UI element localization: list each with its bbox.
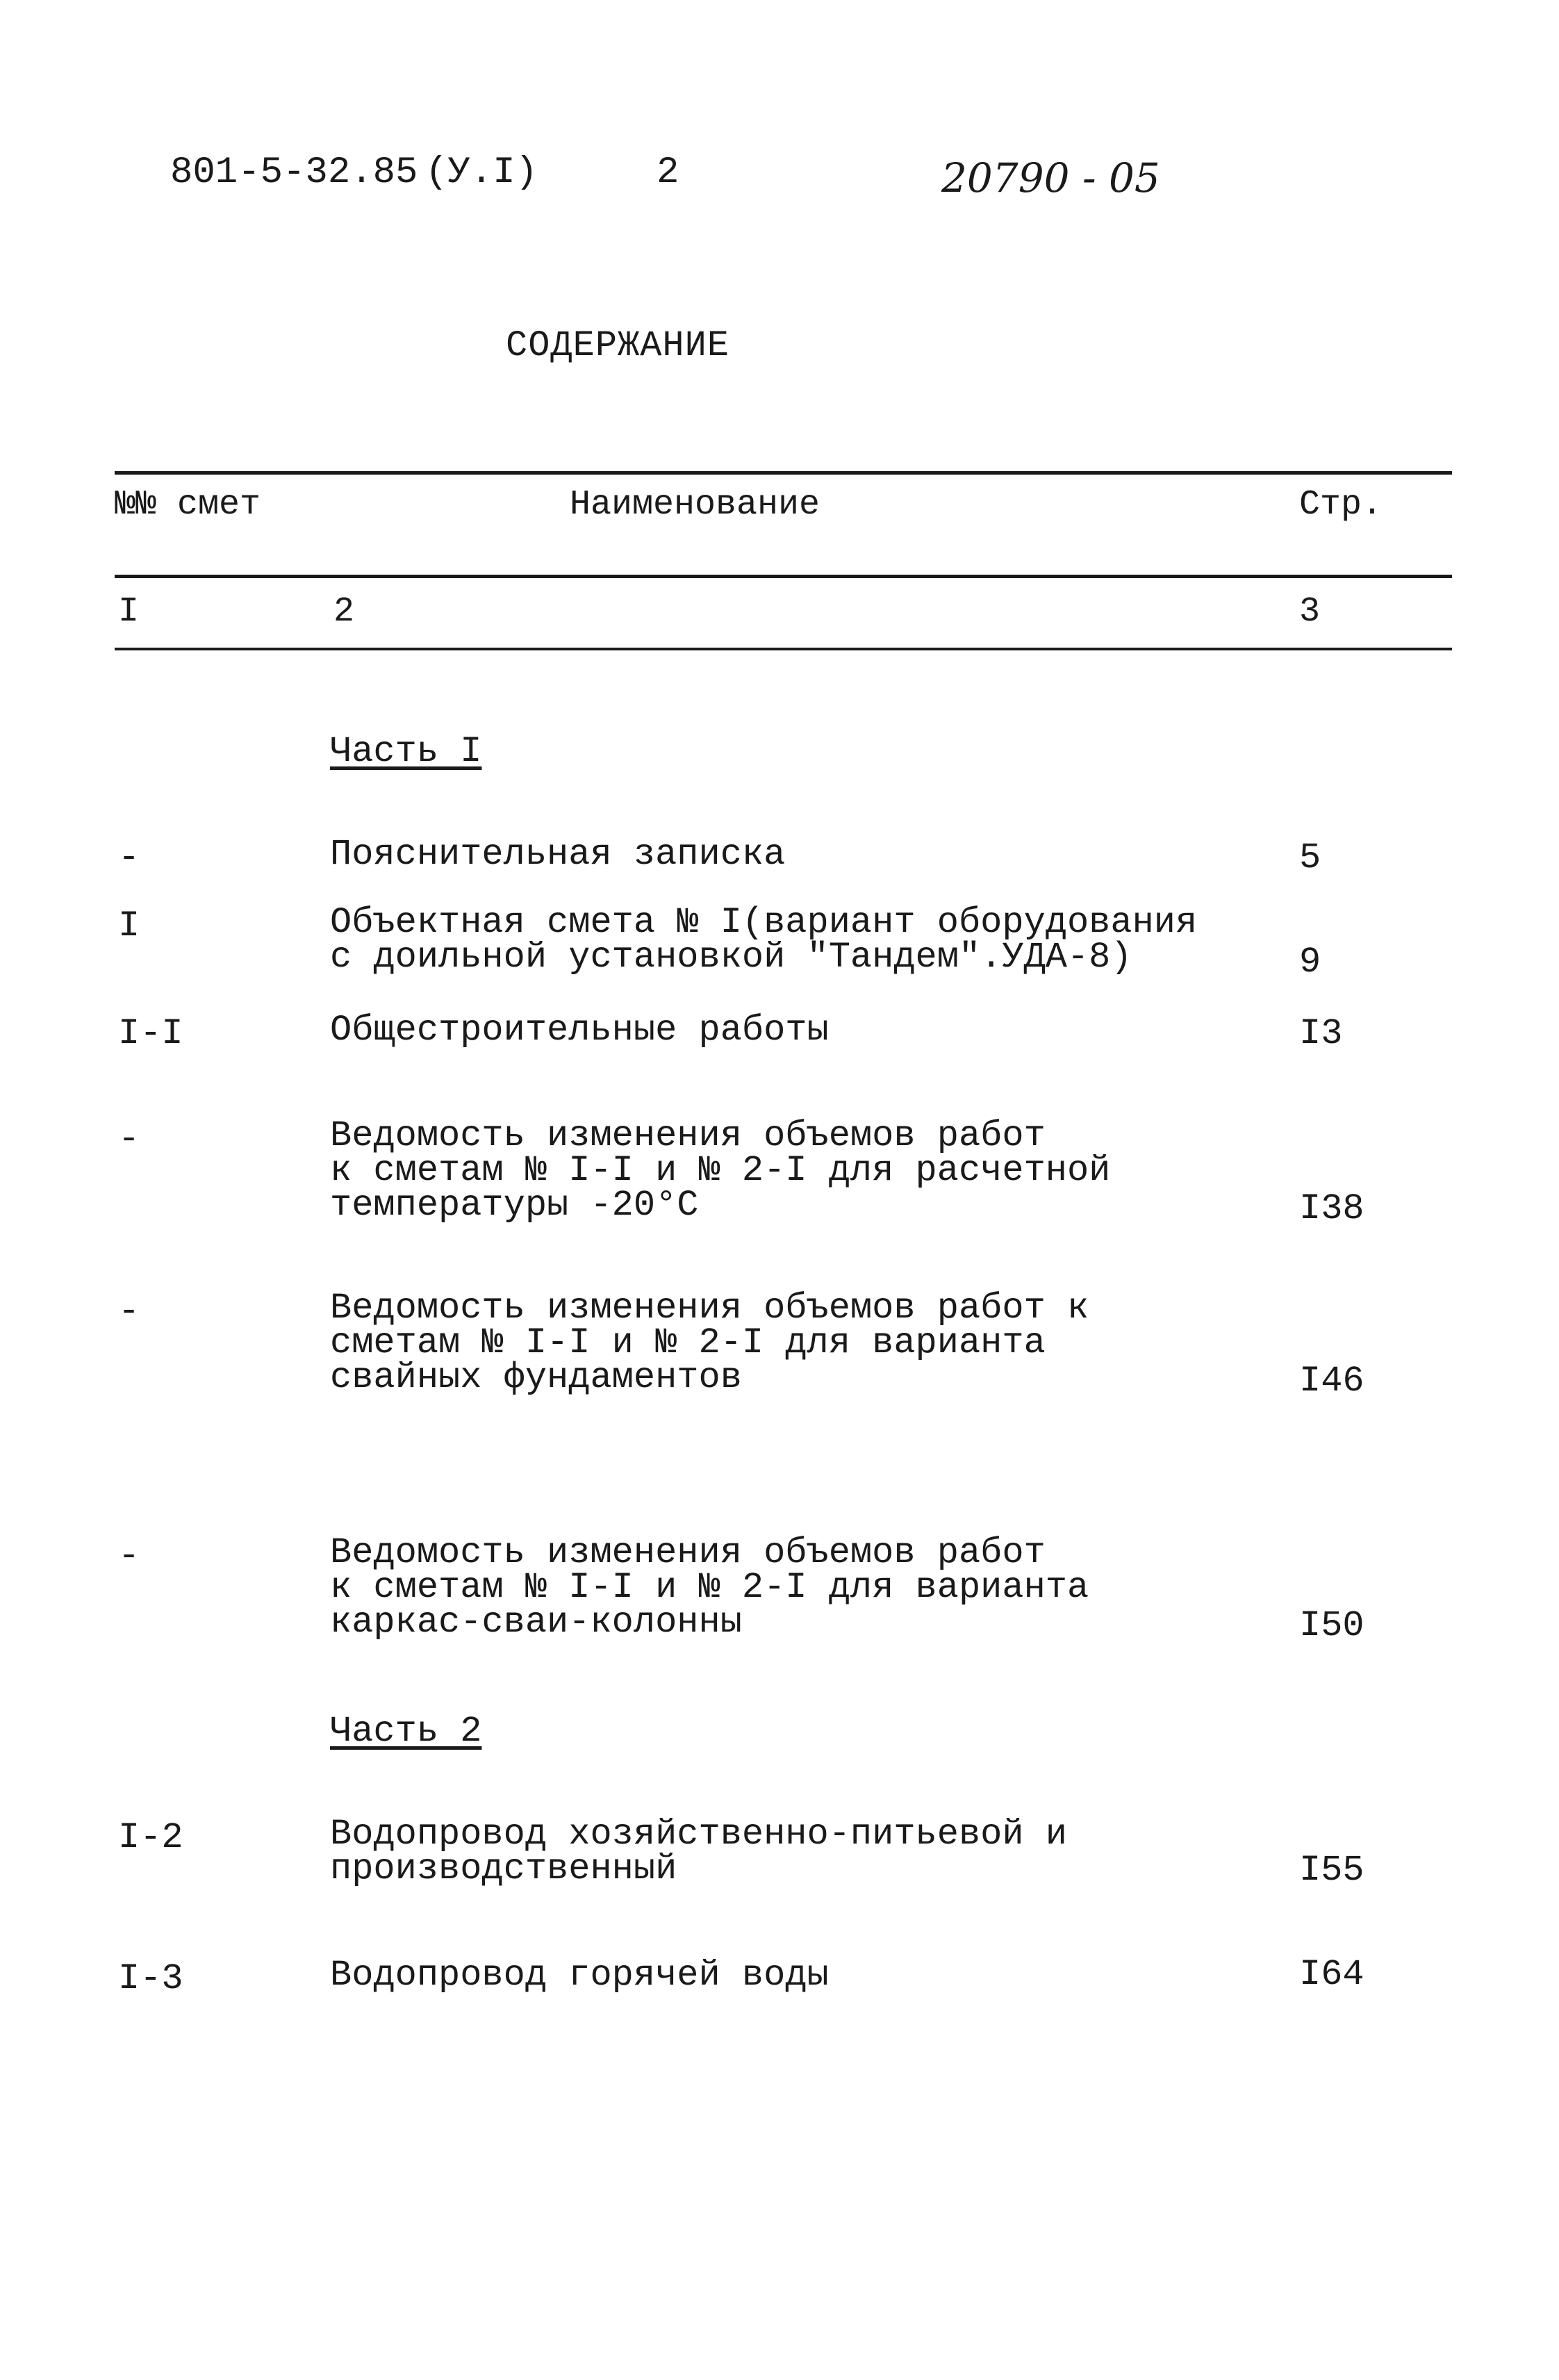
item-page: 9 (1299, 942, 1321, 983)
column-number-2: 2 (333, 592, 355, 632)
table-header-rule (115, 575, 1452, 578)
table-top-rule (115, 471, 1452, 475)
volume-label: (У.I) (425, 151, 538, 194)
item-page: I46 (1299, 1361, 1364, 1402)
table-numbers-rule (115, 648, 1452, 650)
project-code: 801-5-32.85 (170, 151, 418, 194)
column-header-page: Стр. (1299, 485, 1383, 525)
item-page: I3 (1299, 1013, 1343, 1054)
part-title: Часть I (330, 731, 482, 772)
item-name: Пояснительная записка (330, 834, 786, 875)
column-header-estimate-no: №№ смет (115, 485, 261, 525)
column-header-name: Наименование (570, 485, 820, 525)
column-number-3: 3 (1299, 592, 1321, 632)
document-title: СОДЕРЖАНИЕ (506, 325, 730, 366)
item-name: Объектная смета № I(вариант оборудования с доильной установкой "Тандем".УДА-8) (330, 902, 1198, 978)
column-number-1: I (118, 592, 140, 632)
part-title: Часть 2 (330, 1711, 482, 1752)
estimate-number: I-3 (118, 1958, 183, 1999)
item-page: I64 (1299, 1954, 1364, 1995)
estimate-number: - (118, 1291, 140, 1332)
estimate-number: - (118, 1536, 140, 1577)
estimate-number: - (118, 837, 140, 878)
item-page: I55 (1299, 1850, 1364, 1891)
item-page: 5 (1299, 837, 1321, 878)
estimate-number: I (118, 905, 140, 946)
page-number: 2 (657, 151, 679, 194)
estimate-number: - (118, 1119, 140, 1160)
inventory-number: 20790 - 05 (941, 154, 1160, 202)
item-name: Общестроительные работы (330, 1010, 829, 1051)
item-page: I50 (1299, 1605, 1364, 1646)
item-name: Водопровод горячей воды (330, 1955, 829, 1996)
item-name: Ведомость изменения объемов работ к сметам № I-I и № 2-I для варианта каркас-сваи-колонны (330, 1532, 1089, 1643)
estimate-number: I-2 (118, 1817, 183, 1858)
item-page: I38 (1299, 1188, 1364, 1229)
item-name: Ведомость изменения объемов работ к сметам № I-I и № 2-I для варианта свайных фундаментов (330, 1288, 1089, 1398)
estimate-number: I-I (118, 1013, 183, 1054)
item-name: Водопровод хозяйственно-питьевой и производственный (330, 1814, 1067, 1889)
item-name: Ведомость изменения объемов работ к сметам № I-I и № 2-I для расчетной температуры -20°С (330, 1115, 1111, 1226)
